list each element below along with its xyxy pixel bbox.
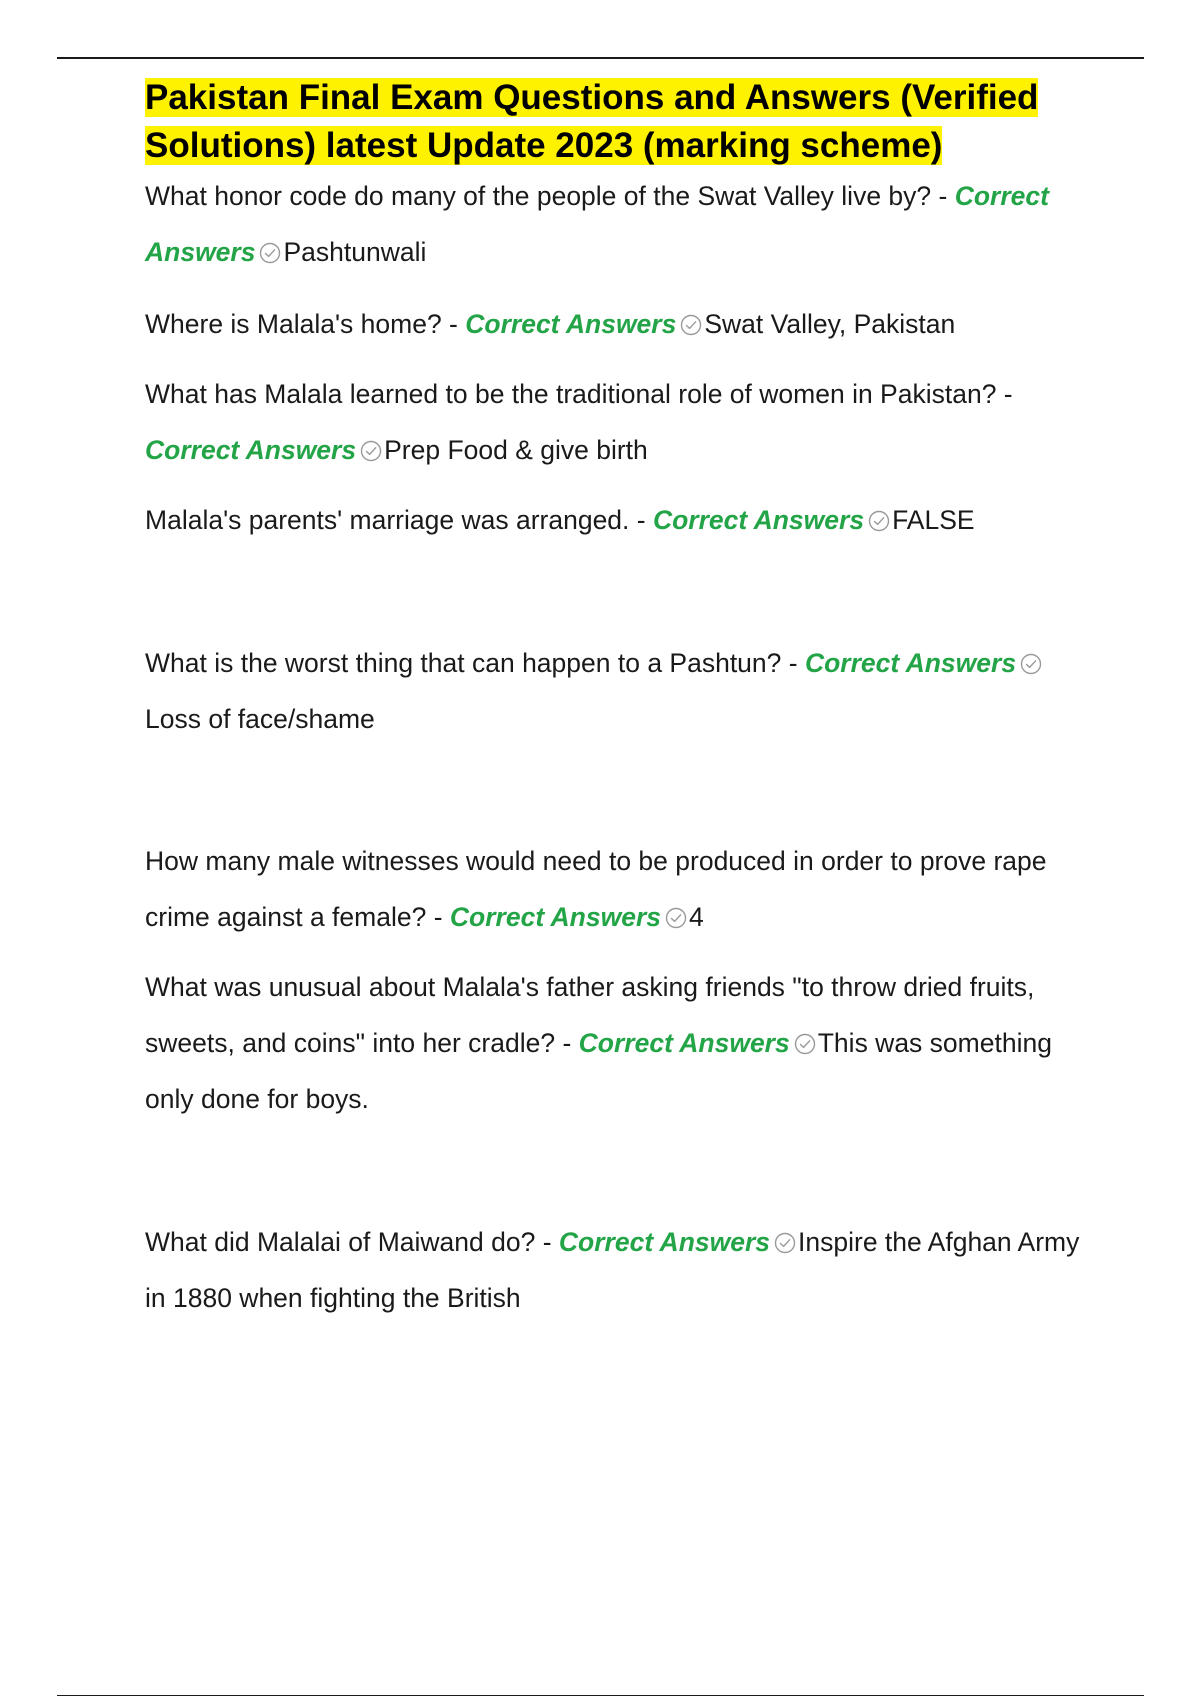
qa-item-1 <box>145 168 1095 280</box>
header-rule <box>57 57 1144 59</box>
correct-answers-label: Correct Answers <box>145 181 1049 267</box>
title-line-2: Solutions) latest Update 2023 (marking scheme) <box>145 126 943 165</box>
check-circle-icon <box>774 1232 796 1254</box>
answer-text: Loss of face/shame <box>145 704 375 734</box>
qa-item-5 <box>145 635 1095 747</box>
check-circle-icon <box>259 242 281 264</box>
document-title <box>145 74 1095 170</box>
answer-text: Swat Valley, Pakistan <box>704 309 956 339</box>
answer-text: Inspire the Afghan Army in 1880 when fighting the British <box>145 1227 1080 1313</box>
check-circle-icon <box>665 907 687 929</box>
qa-item-8 <box>145 1214 1095 1326</box>
check-circle-icon <box>1020 653 1042 675</box>
title-line-1: Pakistan Final Exam Questions and Answers (Verified <box>145 78 1039 117</box>
qa-item-2 <box>145 296 1095 352</box>
correct-answers-label: Correct Answers <box>652 505 865 535</box>
check-circle-icon <box>360 440 382 462</box>
question-text: What was unusual about Malala's father asking friends "to throw dried fruits, sweets, and coins" into her cradle? - <box>145 972 1035 1058</box>
question-text: Malala's parents' marriage was arranged. - <box>145 505 646 535</box>
answer-text: Prep Food & give birth <box>384 435 648 465</box>
correct-answers-label: Correct Answers <box>449 902 662 932</box>
answer-text: Pashtunwali <box>283 237 427 267</box>
document-body <box>145 74 1095 1326</box>
check-circle-icon <box>680 314 702 336</box>
qa-item-7 <box>145 959 1095 1127</box>
qa-item-6 <box>145 833 1095 945</box>
correct-answers-label: Correct Answers <box>578 1028 790 1058</box>
check-circle-icon <box>794 1033 816 1055</box>
correct-answers-label: Correct Answers <box>145 435 357 465</box>
answer-text: This was something only done for boys. <box>145 1028 1052 1114</box>
qa-item-4 <box>145 492 1095 548</box>
question-text: What is the worst thing that can happen to a Pashtun? - <box>145 648 798 678</box>
footer-rule <box>57 1695 1144 1696</box>
check-circle-icon <box>868 510 890 532</box>
qa-item-3 <box>145 366 1095 478</box>
question-text: What did Malalai of Maiwand do? - <box>145 1227 552 1257</box>
answer-text: 4 <box>689 902 704 932</box>
question-text: How many male witnesses would need to be produced in order to prove rape crime against a female? - <box>145 846 1047 932</box>
correct-answers-label: Correct Answers <box>558 1227 771 1257</box>
answer-text: FALSE <box>892 505 975 535</box>
correct-answers-label: Correct Answers <box>465 309 677 339</box>
correct-answers-label: Correct Answers <box>804 648 1017 678</box>
question-text: Where is Malala's home? - <box>145 309 458 339</box>
question-text: What honor code do many of the people of the Swat Valley live by? - <box>145 181 948 211</box>
question-text: What has Malala learned to be the traditional role of women in Pakistan? - <box>145 379 1013 409</box>
